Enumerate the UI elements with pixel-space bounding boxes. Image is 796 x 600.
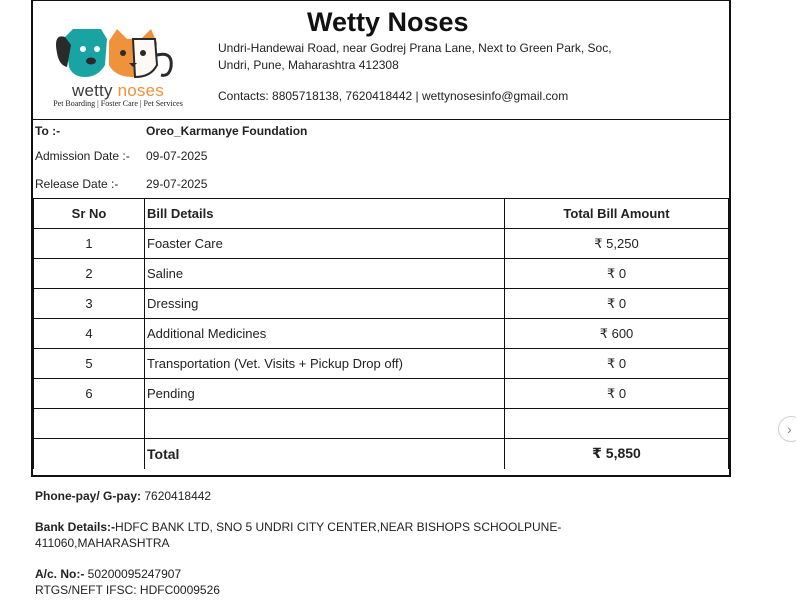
table-header-row xyxy=(34,199,729,229)
table-row xyxy=(34,259,729,289)
dog-cat-logo-icon xyxy=(43,25,193,83)
bank-details-line xyxy=(35,520,561,534)
table-row xyxy=(34,349,729,379)
phonepay-value: 7620418442 xyxy=(141,489,212,503)
row-amount: ₹ 0 xyxy=(505,379,729,409)
account-number-line xyxy=(35,567,181,581)
row-detail: Transportation (Vet. Visits + Pickup Drop off) xyxy=(145,349,505,379)
table-row xyxy=(34,289,729,319)
logo-text-noses: noses xyxy=(117,81,164,100)
empty-cell xyxy=(145,409,505,439)
row-sr: 1 xyxy=(34,229,145,259)
invoice-sheet xyxy=(31,0,731,477)
row-amount: ₹ 600 xyxy=(505,319,729,349)
row-amount: ₹ 0 xyxy=(505,259,729,289)
row-amount: ₹ 0 xyxy=(505,349,729,379)
logo-text-wetty: wetty xyxy=(72,81,118,100)
total-amount: ₹ 5,850 xyxy=(505,439,729,469)
bank-label: Bank Details:- xyxy=(35,520,116,534)
logo-wordmark xyxy=(43,81,193,101)
row-detail: Saline xyxy=(145,259,505,289)
logo-tagline: Pet Boarding | Foster Care | Pet Services xyxy=(53,99,183,108)
recipient-info xyxy=(33,119,729,199)
empty-cell xyxy=(34,439,145,469)
bank-details-line-2: 411060,MAHARASHTRA xyxy=(35,536,170,550)
bank-value-line1: HDFC BANK LTD, SNO 5 UNDRI CITY CENTER,NEAR BISHOPS SCHOOLPUNE- xyxy=(115,520,562,534)
address-line-1: Undri-Handewai Road, near Godrej Prana Lane, Next to Green Park, Soc, xyxy=(218,41,612,55)
header-bill-details: Bill Details xyxy=(145,199,505,229)
total-row xyxy=(34,439,729,469)
row-sr: 2 xyxy=(34,259,145,289)
contacts-line: Contacts: 8805718138, 7620418442 | wettynosesinfo@gmail.com xyxy=(218,89,569,103)
empty-cell xyxy=(505,409,729,439)
to-label: To :- xyxy=(35,124,61,138)
company-logo xyxy=(43,25,193,107)
phonepay-line xyxy=(35,489,211,503)
header-total-amount: Total Bill Amount xyxy=(505,199,729,229)
row-detail: Pending xyxy=(145,379,505,409)
header-sr-no: Sr No xyxy=(34,199,145,229)
table-row xyxy=(34,379,729,409)
ifsc-line: RTGS/NEFT IFSC: HDFC0009526 xyxy=(35,583,220,597)
release-date-value: 29-07-2025 xyxy=(146,177,208,191)
acno-value: 50200095247907 xyxy=(84,567,182,581)
total-label: Total xyxy=(145,439,505,469)
row-amount: ₹ 0 xyxy=(505,289,729,319)
table-row xyxy=(34,319,729,349)
admission-date-value: 09-07-2025 xyxy=(146,149,208,163)
phonepay-label: Phone-pay/ G-pay: xyxy=(35,489,142,503)
release-date-label: Release Date :- xyxy=(35,177,119,191)
row-sr: 3 xyxy=(34,289,145,319)
empty-row xyxy=(34,409,729,439)
next-page-button[interactable] xyxy=(778,416,796,442)
row-detail: Dressing xyxy=(145,289,505,319)
acno-label: A/c. No:- xyxy=(35,567,85,581)
row-amount: ₹ 5,250 xyxy=(505,229,729,259)
bill-table xyxy=(33,198,729,469)
table-row xyxy=(34,229,729,259)
row-sr: 5 xyxy=(34,349,145,379)
invoice-header xyxy=(33,1,729,120)
row-detail: Foaster Care xyxy=(145,229,505,259)
to-value: Oreo_Karmanye Foundation xyxy=(146,124,308,138)
empty-cell xyxy=(34,409,145,439)
row-sr: 4 xyxy=(34,319,145,349)
chevron-right-icon: › xyxy=(787,421,792,437)
company-name: Wetty Noses xyxy=(307,7,469,37)
address-line-2: Undri, Pune, Maharashtra 412308 xyxy=(218,58,399,72)
admission-date-label: Admission Date :- xyxy=(35,149,130,163)
row-detail: Additional Medicines xyxy=(145,319,505,349)
row-sr: 6 xyxy=(34,379,145,409)
